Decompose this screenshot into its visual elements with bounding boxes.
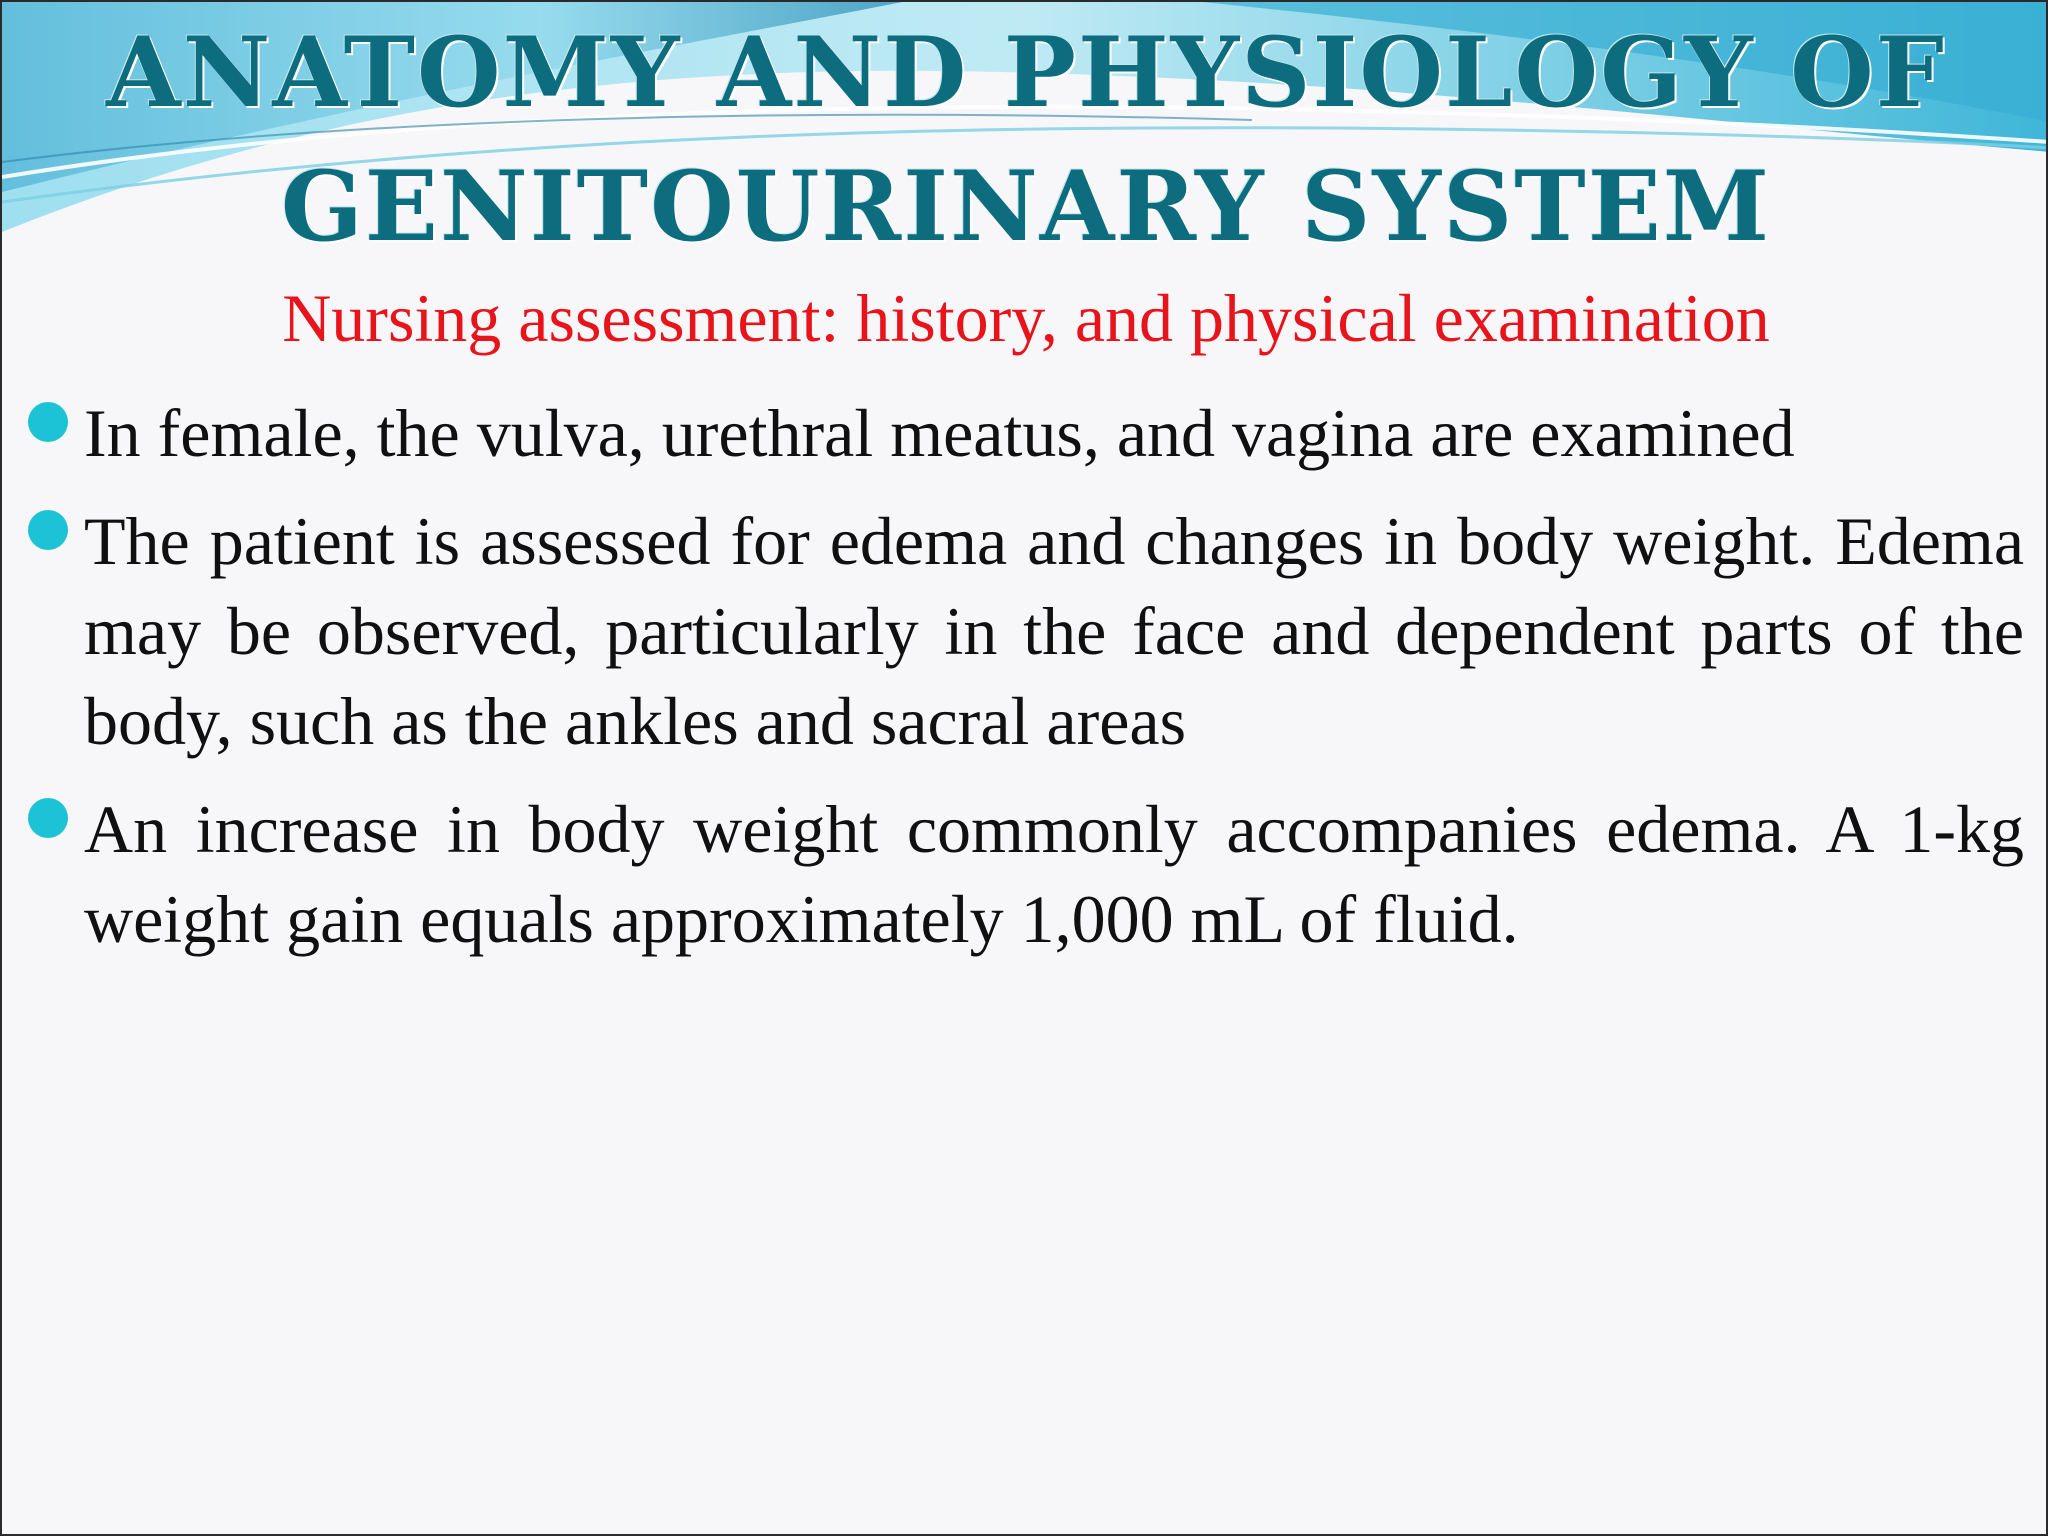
bullet-text: An increase in body weight commonly accompanies edema. A 1-kg weight gain equals approximately 1,000 mL of fluid.	[84, 791, 2024, 957]
slide-title-line-1: ANATOMY AND PHYSIOLOGY OF	[106, 16, 1946, 129]
bullet-list	[84, 388, 2024, 982]
bullet-text: The patient is assessed for edema and changes in body weight. Edema may be observed, particularly in the face and dependent parts of the body, such as the ankles and sacral areas	[84, 503, 2024, 759]
circle-bullet-icon	[28, 798, 68, 838]
slide-title-line-2: GENITOURINARY SYSTEM	[280, 150, 1772, 263]
bullet-item	[84, 388, 2024, 478]
slide-subtitle: Nursing assessment: history, and physical examination	[282, 280, 1770, 356]
circle-bullet-icon	[28, 510, 68, 550]
bullet-text: In female, the vulva, urethral meatus, and vagina are examined	[84, 395, 1795, 471]
slide-title	[2, 6, 2048, 274]
bullet-item	[84, 784, 2024, 964]
bullet-item	[84, 496, 2024, 766]
circle-bullet-icon	[28, 402, 68, 442]
